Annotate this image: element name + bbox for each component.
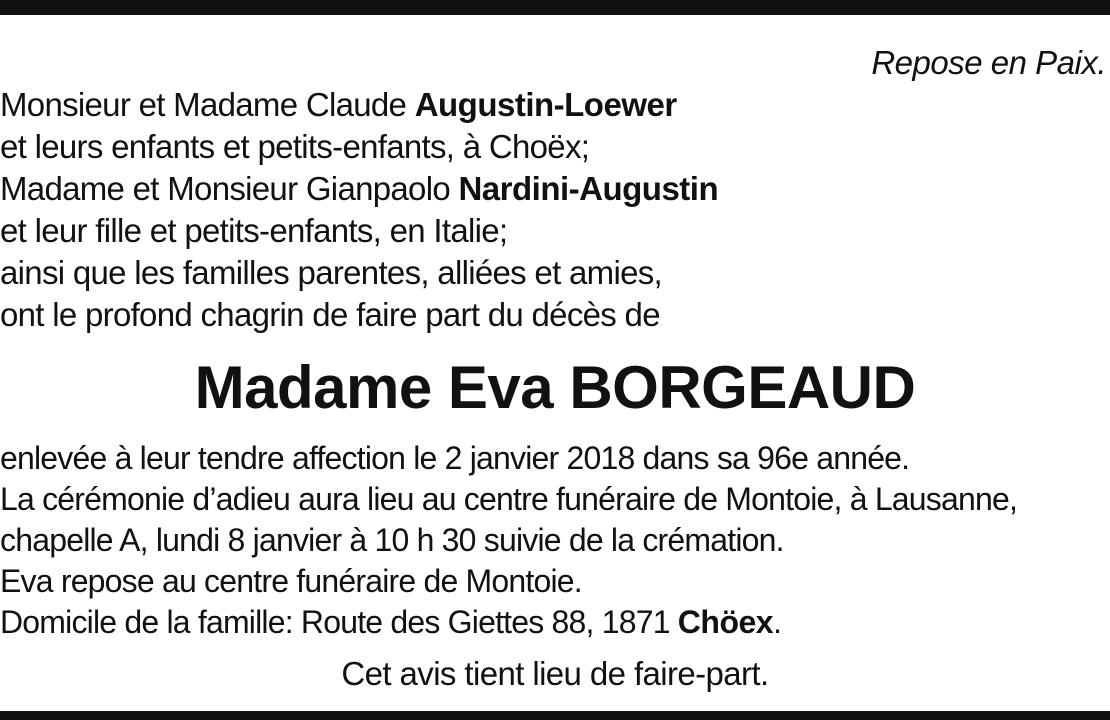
family-announcement — [0, 84, 1110, 336]
family-line: ainsi que les familles parentes, alliées et amies, — [0, 254, 663, 291]
closing-note: Cet avis tient lieu de faire-part. — [341, 655, 769, 692]
family-line: ont le profond chagrin de faire part du décès de — [0, 296, 660, 333]
family-surname: Augustin-Loewer — [414, 86, 677, 123]
family-line: Monsieur et Madame Claude Augustin-Loewer — [0, 86, 677, 123]
detail-line: Eva repose au centre funéraire de Montoie. — [0, 563, 582, 599]
motto-text: Repose en Paix. — [871, 44, 1106, 81]
deceased-name-heading: Madame Eva BORGEAUD — [194, 354, 916, 421]
family-domicile-locality: Chöex — [677, 604, 774, 640]
family-line: Madame et Monsieur Gianpaolo Nardini-Augustin — [0, 170, 719, 207]
top-border-rule — [0, 0, 1110, 15]
detail-line: La cérémonie d’adieu aura lieu au centre funéraire de Montoie, à Lausanne, — [0, 481, 1018, 517]
family-line: et leurs enfants et petits-enfants, à Choëx; — [0, 128, 590, 165]
detail-line: Domicile de la famille: Route des Giettes 88, 1871 Chöex. — [0, 604, 782, 640]
ceremony-details — [0, 438, 1110, 643]
detail-line: chapelle A, lundi 8 janvier à 10 h 30 suivie de la crémation. — [0, 522, 784, 558]
detail-line: enlevée à leur tendre affection le 2 janvier 2018 dans sa 96e année. — [0, 440, 910, 476]
bottom-border-rule — [0, 711, 1110, 720]
family-line: et leur fille et petits-enfants, en Italie; — [0, 212, 508, 249]
family-surname: Nardini-Augustin — [458, 170, 719, 207]
